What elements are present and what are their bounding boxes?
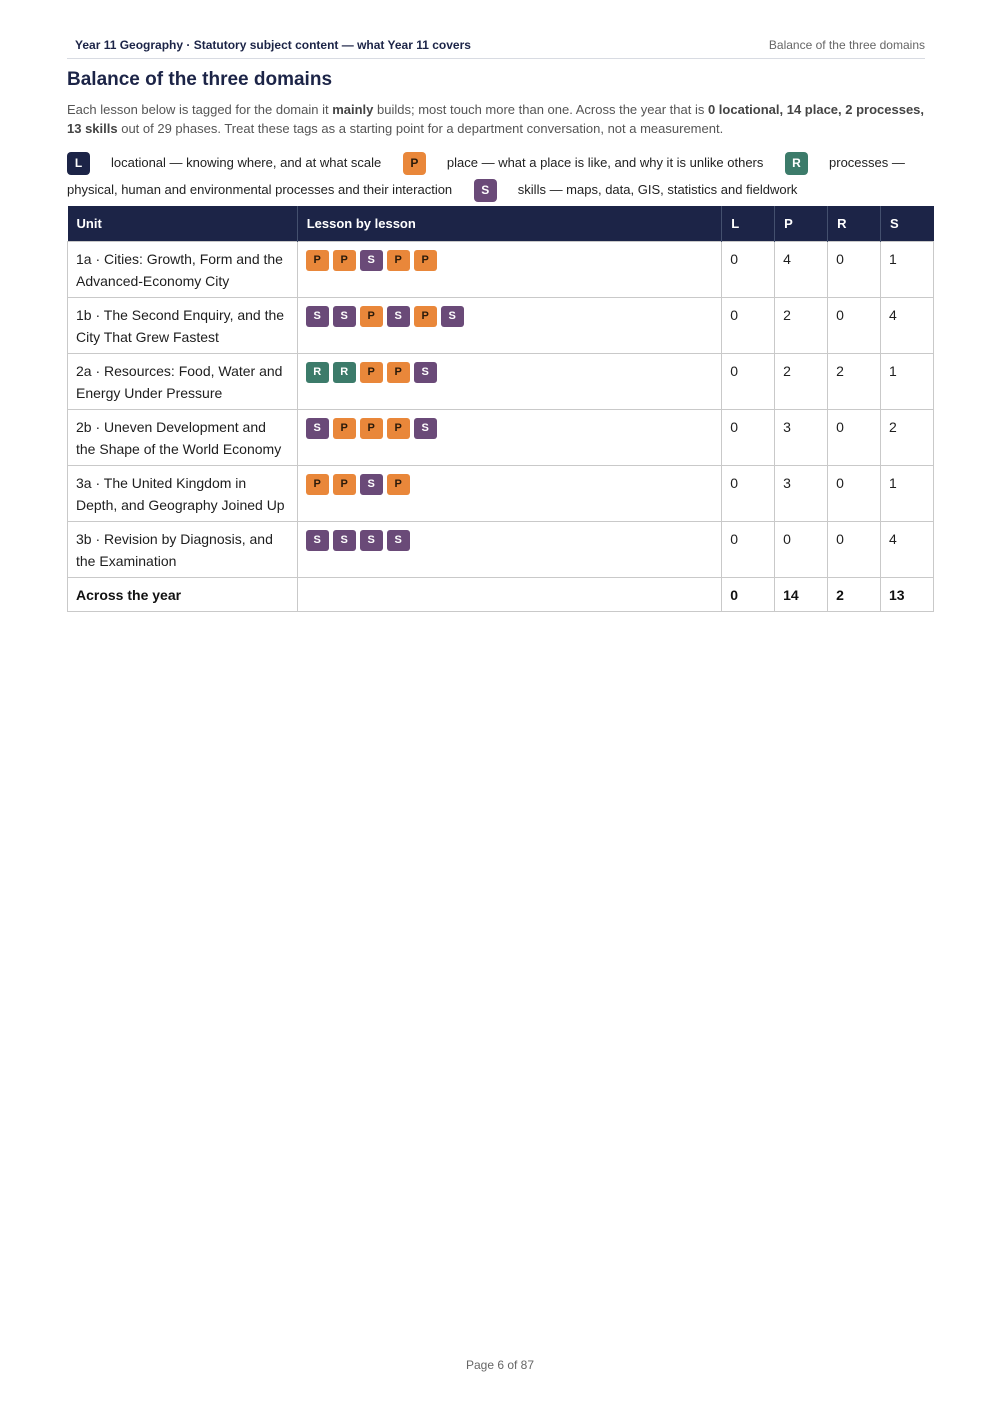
legend-badge-l: L <box>67 152 90 175</box>
lesson-tag: R <box>333 362 356 383</box>
count-r-cell: 2 <box>828 353 881 409</box>
count-p-cell: 4 <box>775 241 828 297</box>
legend-text-skills: skills — maps, data, GIS, statistics and fieldwork <box>517 182 798 197</box>
lesson-tag: S <box>306 418 329 439</box>
legend-text-locational: locational — knowing where, and at what scale <box>111 155 382 170</box>
count-l-cell: 0 <box>722 297 775 353</box>
legend-badge-s: S <box>474 179 497 202</box>
running-head <box>67 37 925 59</box>
table-row <box>68 297 934 353</box>
table-header-row <box>68 206 934 241</box>
table-row <box>68 521 934 577</box>
count-r-cell: 0 <box>828 409 881 465</box>
lesson-tags-cell <box>297 409 721 465</box>
lesson-tags-cell <box>297 353 721 409</box>
count-s-cell: 1 <box>881 353 934 409</box>
legend-badge-p: P <box>403 152 426 175</box>
table-row <box>68 409 934 465</box>
count-l-cell: 0 <box>722 409 775 465</box>
intro-emphasis-totals: 0 locational, 14 place, 2 processes, 13 skills <box>67 102 925 136</box>
count-r-cell: 0 <box>828 521 881 577</box>
lesson-tag: S <box>360 530 383 551</box>
lesson-tag: P <box>306 250 329 271</box>
lesson-tag: S <box>441 306 464 327</box>
lesson-tag: P <box>387 362 410 383</box>
count-r-cell: 0 <box>828 241 881 297</box>
lesson-tag: P <box>360 362 383 383</box>
total-row <box>68 577 934 611</box>
count-s-cell: 2 <box>881 409 934 465</box>
lesson-tag: P <box>387 418 410 439</box>
total-r-cell: 2 <box>828 577 881 611</box>
total-s-cell: 13 <box>881 577 934 611</box>
count-p-cell: 3 <box>775 409 828 465</box>
intro-text-1: Each lesson below is tagged for the domain it <box>67 102 333 117</box>
lesson-tag: P <box>360 306 383 327</box>
count-s-cell: 4 <box>881 297 934 353</box>
total-p-cell: 14 <box>775 577 828 611</box>
intro-text-3: out of 29 phases. Treat these tags as a starting point for a department conversation, not a measurement. <box>117 121 724 136</box>
lesson-tag: P <box>414 250 437 271</box>
lesson-tag: S <box>333 306 356 327</box>
column-header-l: L <box>722 206 775 241</box>
domain-legend <box>67 149 935 203</box>
table-row <box>68 241 934 297</box>
legend-item-place <box>403 155 782 170</box>
unit-cell: 3b · Revision by Diagnosis, and the Examination <box>68 521 298 577</box>
lesson-tag: S <box>387 530 410 551</box>
legend-text-place: place — what a place is like, and why it is unlike others <box>446 155 764 170</box>
intro-text-2: builds; most touch more than one. Across the year that is <box>373 102 708 117</box>
lesson-tag: P <box>306 474 329 495</box>
lesson-tag: S <box>306 306 329 327</box>
column-header-s: S <box>881 206 934 241</box>
lesson-tags-cell <box>297 297 721 353</box>
count-r-cell: 0 <box>828 297 881 353</box>
table-row <box>68 465 934 521</box>
unit-cell: 1b · The Second Enquiry, and the City That Grew Fastest <box>68 297 298 353</box>
lesson-tag: P <box>333 250 356 271</box>
lesson-tags-cell <box>297 521 721 577</box>
count-l-cell: 0 <box>722 521 775 577</box>
lesson-tag-list <box>306 528 713 551</box>
lesson-tag: P <box>387 250 410 271</box>
count-l-cell: 0 <box>722 241 775 297</box>
legend-item-skills <box>474 182 816 197</box>
column-header-unit: Unit <box>68 206 298 241</box>
count-p-cell: 2 <box>775 353 828 409</box>
lesson-tags-cell <box>297 241 721 297</box>
lesson-tag: S <box>360 250 383 271</box>
unit-cell: 2a · Resources: Food, Water and Energy Under Pressure <box>68 353 298 409</box>
count-p-cell: 0 <box>775 521 828 577</box>
running-head-right: Balance of the three domains <box>768 37 925 52</box>
count-r-cell: 0 <box>828 465 881 521</box>
running-head-left: Year 11 Geography · Statutory subject content — what Year 11 covers <box>75 37 471 52</box>
legend-text-processes: processes — physical, human and environmental processes and their interaction <box>67 155 905 197</box>
lesson-tag: S <box>360 474 383 495</box>
lesson-tag-list <box>306 304 713 327</box>
intro-emphasis-mainly: mainly <box>332 102 374 117</box>
lesson-tag: R <box>306 362 329 383</box>
domain-balance-table <box>67 206 934 612</box>
lesson-tag: S <box>414 418 437 439</box>
count-l-cell: 0 <box>722 465 775 521</box>
unit-cell: 2b · Uneven Development and the Shape of the World Economy <box>68 409 298 465</box>
lesson-tag: S <box>306 530 329 551</box>
lesson-tag-list <box>306 472 713 495</box>
count-p-cell: 2 <box>775 297 828 353</box>
count-p-cell: 3 <box>775 465 828 521</box>
lesson-tag: P <box>333 474 356 495</box>
column-header-p: P <box>775 206 828 241</box>
total-lessons-cell <box>297 577 721 611</box>
lesson-tag: P <box>414 306 437 327</box>
lesson-tag-list <box>306 416 713 439</box>
intro-paragraph <box>67 100 935 138</box>
total-l-cell: 0 <box>722 577 775 611</box>
lesson-tag-list <box>306 360 713 383</box>
unit-cell: 1a · Cities: Growth, Form and the Advanced-Economy City <box>68 241 298 297</box>
legend-item-locational <box>67 155 399 170</box>
lesson-tag: P <box>387 474 410 495</box>
lesson-tag: S <box>414 362 437 383</box>
page-title: Balance of the three domains <box>67 69 333 90</box>
lesson-tag: S <box>333 530 356 551</box>
table-row <box>68 353 934 409</box>
lesson-tag: P <box>333 418 356 439</box>
column-header-r: R <box>828 206 881 241</box>
count-s-cell: 1 <box>881 241 934 297</box>
count-l-cell: 0 <box>722 353 775 409</box>
lesson-tag: S <box>387 306 410 327</box>
lesson-tags-cell <box>297 465 721 521</box>
total-label: Across the year <box>68 577 298 611</box>
lesson-tag: P <box>360 418 383 439</box>
page-number: Page 6 of 87 <box>465 1358 535 1372</box>
unit-cell: 3a · The United Kingdom in Depth, and Geography Joined Up <box>68 465 298 521</box>
count-s-cell: 1 <box>881 465 934 521</box>
legend-badge-r: R <box>785 152 808 175</box>
column-header-lessons: Lesson by lesson <box>297 206 721 241</box>
lesson-tag-list <box>306 248 713 271</box>
count-s-cell: 4 <box>881 521 934 577</box>
